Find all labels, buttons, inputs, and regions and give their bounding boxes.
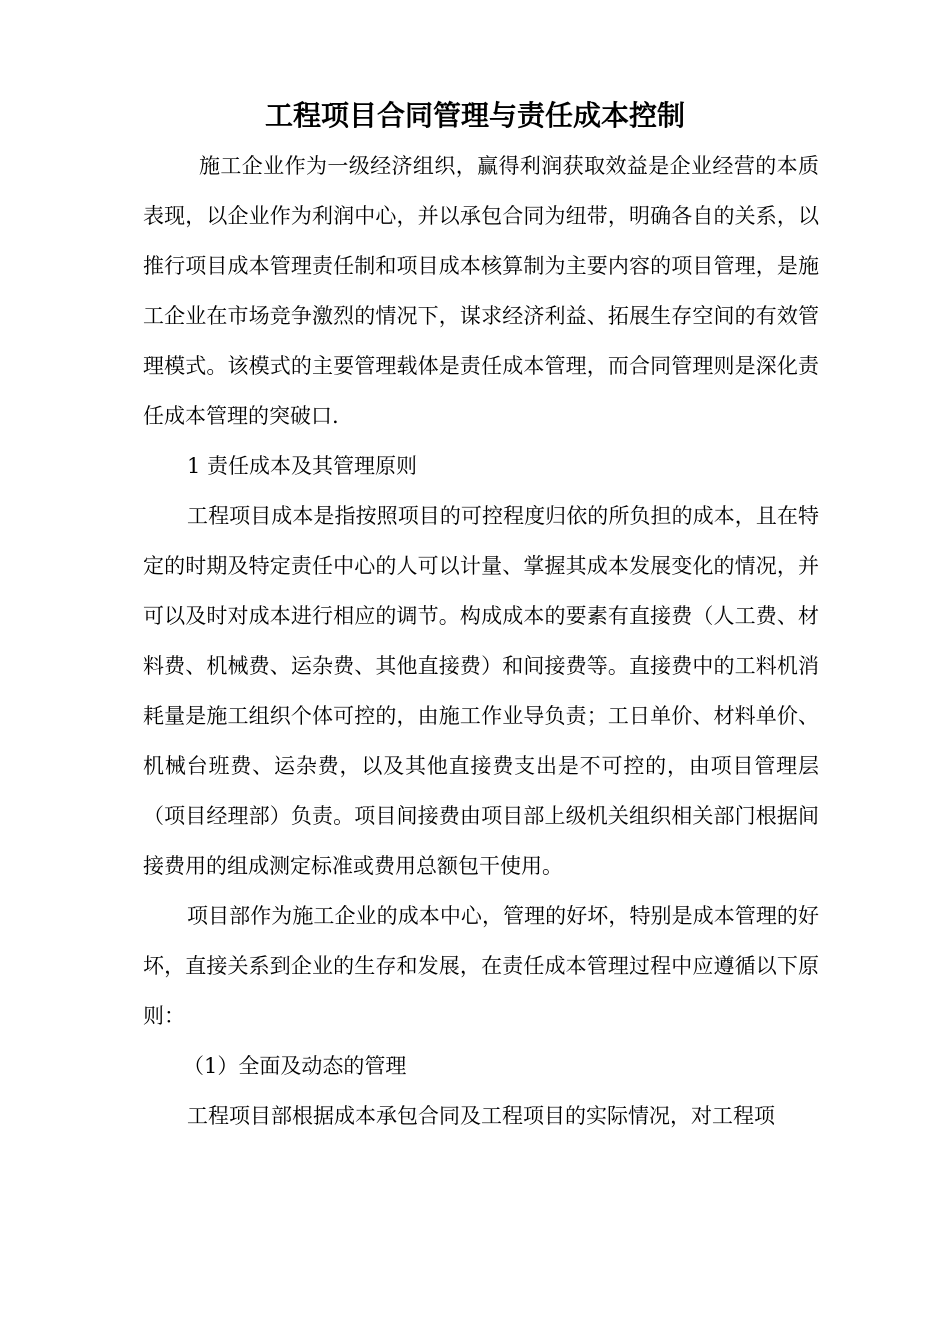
document-body — [143, 141, 819, 1141]
paragraph-principles-intro: 项目部作为施工企业的成本中心，管理的好坏，特别是成本管理的好坏，直接关系到企业的生存和发展，在责任成本管理过程中应遵循以下原则： — [143, 904, 819, 1028]
subsection-heading-1: （1）全面及动态的管理 — [183, 1054, 407, 1078]
document-title: 工程项目合同管理与责任成本控制 — [264, 99, 685, 132]
paragraph-cost-definition: 工程项目成本是指按照项目的可控程度归依的所负担的成本，且在特定的时期及特定责任中心的人可以计量、掌握其成本发展变化的情况，并可以及时对成本进行相应的调节。构成成本的要素有直接费（人工费、材料费、机械费、运杂费、其他直接费）和间接费等。直接费中的工料机消耗量是施工组织个体可控的，由施工作业导负责；工日单价、材料单价、机械台班费、运杂费，以及其他直接费支出是不可控的，由项目管理层（项目经理部）负责。项目间接费由项目部上级机关组织相关部门根据间接费用的组成测定标准或费用总额包干使用。 — [143, 504, 819, 878]
paragraph-comprehensive-management: 工程项目部根据成本承包合同及工程项目的实际情况，对工程项 — [187, 1104, 775, 1128]
paragraph-intro: 施工企业作为一级经济组织，赢得利润获取效益是企业经营的本质表现，以企业作为利润中心，并以承包合同为纽带，明确各自的关系，以推行项目成本管理责任制和项目成本核算制为主要内容的项目管理，是施工企业在市场竞争激烈的情况下，谋求经济利益、拓展生存空间的有效管理模式。该模式的主要管理载体是责任成本管理，而合同管理则是深化责任成本管理的突破口. — [143, 154, 819, 428]
section-heading-1: 1 责任成本及其管理原则 — [187, 454, 418, 478]
